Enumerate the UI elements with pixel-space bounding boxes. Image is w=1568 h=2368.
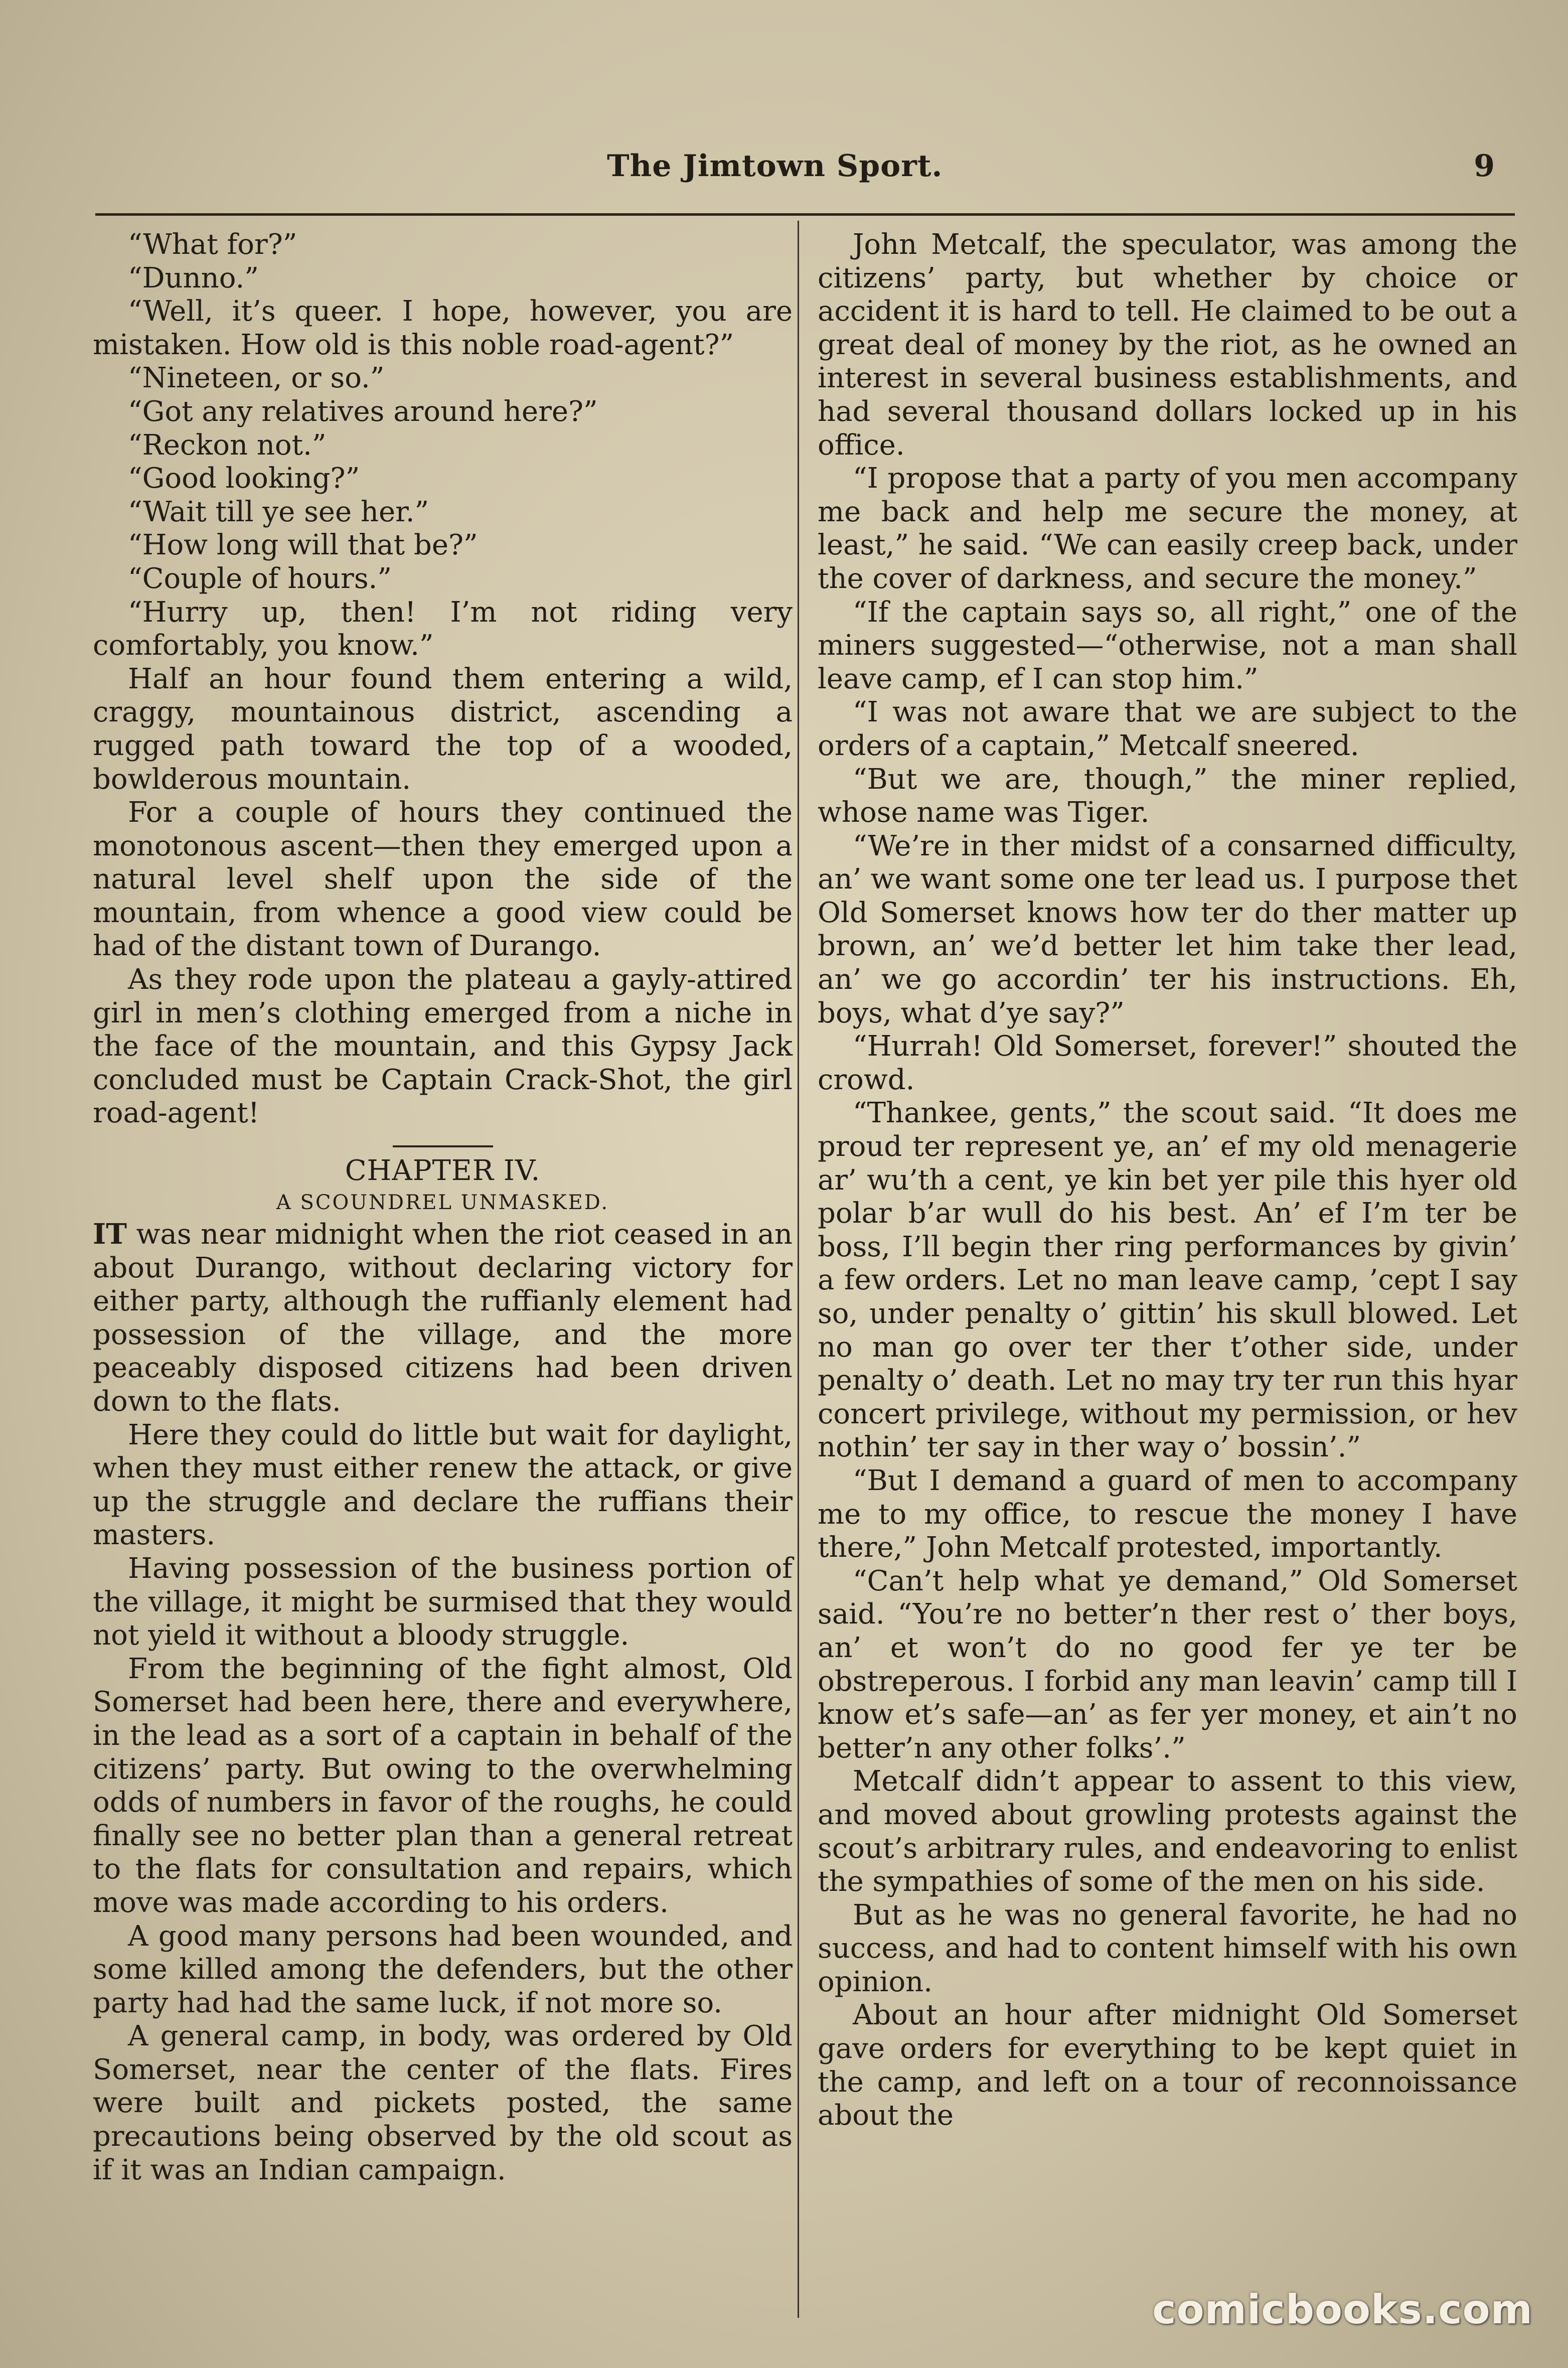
paragraph: “Good looking?” bbox=[128, 462, 360, 495]
paragraph: “We’re in ther midst of a consarned difficulty, an’ we want some one ter lead us. I purpose thet Old Somerset knows how ter do ther matter up brown, an’ we’d better let him take ther lead, an’ we go accordin’ ter his instructions. Eh, boys, what d’ye say?” bbox=[818, 829, 1517, 1029]
chapter-subtitle: A SCOUNDREL UNMASKED. bbox=[276, 1191, 609, 1215]
chapter-divider bbox=[393, 1145, 493, 1147]
opening-text: was near midnight when the riot ceased in an about Durango, without declaring victory for either party, although the ruffianly element had possession of the village, and the more peaceably disposed citizens had been driven down to the flats. bbox=[93, 1218, 793, 1418]
page-header bbox=[95, 145, 1500, 201]
paragraph: “How long will that be?” bbox=[128, 529, 478, 562]
paragraph: From the beginning of the fight almost, Old Somerset had been here, there and everywhere, in the lead as a sort of a captain in behalf of the citizens’ party. But owing to the overwhelming odds of numbers in favor of the roughs, he could finally see no better plan than a general retreat to the flats for consultation and repairs, which move was made according to his orders. bbox=[93, 1652, 793, 1919]
paragraph: Having possession of the business portion of the village, it might be surmised that they would not yield it without a bloody struggle. bbox=[93, 1552, 793, 1652]
paragraph: “But we are, though,” the miner replied, whose name was Tiger. bbox=[818, 763, 1517, 829]
paragraph: “Can’t help what ye demand,” Old Somerset said. “You’re no better’n ther rest o’ ther boys, an’ et won’t do no good fer ye ter be obstreperous. I forbid any man leavin’ camp till I know et’s safe—an’ as fer yer money, et ain’t no better’n any other folks’.” bbox=[818, 1564, 1517, 1764]
page-number: 9 bbox=[1474, 149, 1495, 184]
paragraph: But as he was no general favorite, he had no success, and had to content himself with his own opinion. bbox=[818, 1898, 1517, 1998]
paragraph: About an hour after midnight Old Somerset gave orders for everything to be kept quiet in the camp, and left on a tour of reconnoissance about the bbox=[818, 1999, 1517, 2132]
paragraph: As they rode upon the plateau a gayly-attired girl in men’s clothing emerged from a niche in the face of the mountain, and this Gypsy Jack concluded must be Captain Crack-Shot, the girl road-agent! bbox=[93, 963, 793, 1130]
paragraph: “If the captain says so, all right,” one of the miners suggested—“otherwise, not a man shall leave camp, ef I can stop him.” bbox=[818, 596, 1517, 695]
paragraph: John Metcalf, the speculator, was among the citizens’ party, but whether by choice or accident it is hard to tell. He claimed to be out a great deal of money by the riot, as he owned an interest in several business establishments, and had several thousand dollars locked up in his office. bbox=[818, 228, 1517, 462]
paragraph: “Couple of hours.” bbox=[128, 562, 392, 595]
header-rule bbox=[95, 213, 1515, 216]
paragraph: Half an hour found them entering a wild, craggy, mountainous district, ascending a rugged path toward the top of a wooded, bowlderous mountain. bbox=[93, 662, 793, 796]
left-column bbox=[93, 228, 793, 2187]
chapter-heading: CHAPTER IV. bbox=[345, 1154, 541, 1188]
paragraph: “Reckon not.” bbox=[128, 428, 327, 462]
paragraph: A good many persons had been wounded, and some killed among the defenders, but the other party had had the same luck, if not more so. bbox=[93, 1919, 793, 2019]
paragraph: “I propose that a party of you men accompany me back and help me secure the money, at least,” he said. “We can easily creep back, under the cover of darkness, and secure the money.” bbox=[818, 462, 1517, 595]
paragraph: Here they could do little but wait for daylight, when they must either renew the attack, or give up the struggle and declare the ruffians their masters. bbox=[93, 1418, 793, 1552]
paragraph: “Wait till ye see her.” bbox=[128, 495, 429, 528]
running-title: The Jimtown Sport. bbox=[607, 149, 943, 184]
paragraph: “Thankee, gents,” the scout said. “It does me proud ter represent ye, an’ ef my old menagerie ar’ wu’th a cent, ye kin bet yer pile this hyer old polar b’ar wull do his best. An’ ef I’m ter be boss, I’ll begin ther ring performances by givin’ a few orders. Let no man leave camp, ’cept I say so, under penalty o’ gittin’ his skull blowed. Let no man go over ter ther t’other side, under penalty o’ death. Let no may try ter run this hyar concert privilege, without my permission, or hev nothin’ ter say in ther way o’ bossin’.” bbox=[818, 1097, 1517, 1464]
paragraph: “Nineteen, or so.” bbox=[128, 362, 385, 395]
paragraph: “Hurry up, then! I’m not riding very comfortably, you know.” bbox=[93, 596, 793, 662]
paragraph: A general camp, in body, was ordered by Old Somerset, near the center of the flats. Fires were built and pickets posted, the same precautions being observed by the old scout as if it was an Indian campaign. bbox=[93, 2020, 793, 2186]
paragraph: “Got any relatives around here?” bbox=[128, 395, 598, 428]
column-rule bbox=[798, 221, 799, 2318]
paragraph: “Well, it’s queer. I hope, however, you are mistaken. How old is this noble road-agent?” bbox=[93, 295, 793, 361]
drop-cap: IT bbox=[93, 1218, 127, 1251]
right-column bbox=[818, 228, 1517, 2133]
chapter-opening-paragraph bbox=[93, 1218, 793, 1419]
paragraph: “Hurrah! Old Somerset, forever!” shouted the crowd. bbox=[818, 1030, 1517, 1096]
paragraph: “Dunno.” bbox=[128, 261, 259, 294]
paragraph: “I was not aware that we are subject to the orders of a captain,” Metcalf sneered. bbox=[818, 696, 1517, 762]
paragraph: Metcalf didn’t appear to assent to this view, and moved about growling protests against the scout’s arbitrary rules, and endeavoring to enlist the sympathies of some of the men on his side. bbox=[818, 1765, 1517, 1898]
paragraph: “What for?” bbox=[128, 228, 297, 261]
paragraph: “But I demand a guard of men to accompany me to my office, to rescue the money I have there,” John Metcalf protested, importantly. bbox=[818, 1464, 1517, 1564]
watermark: comicbooks.com bbox=[1152, 2286, 1533, 2333]
paragraph: For a couple of hours they continued the monotonous ascent—then they emerged upon a natural level shelf upon the side of the mountain, from whence a good view could be had of the distant town of Durango. bbox=[93, 796, 793, 963]
